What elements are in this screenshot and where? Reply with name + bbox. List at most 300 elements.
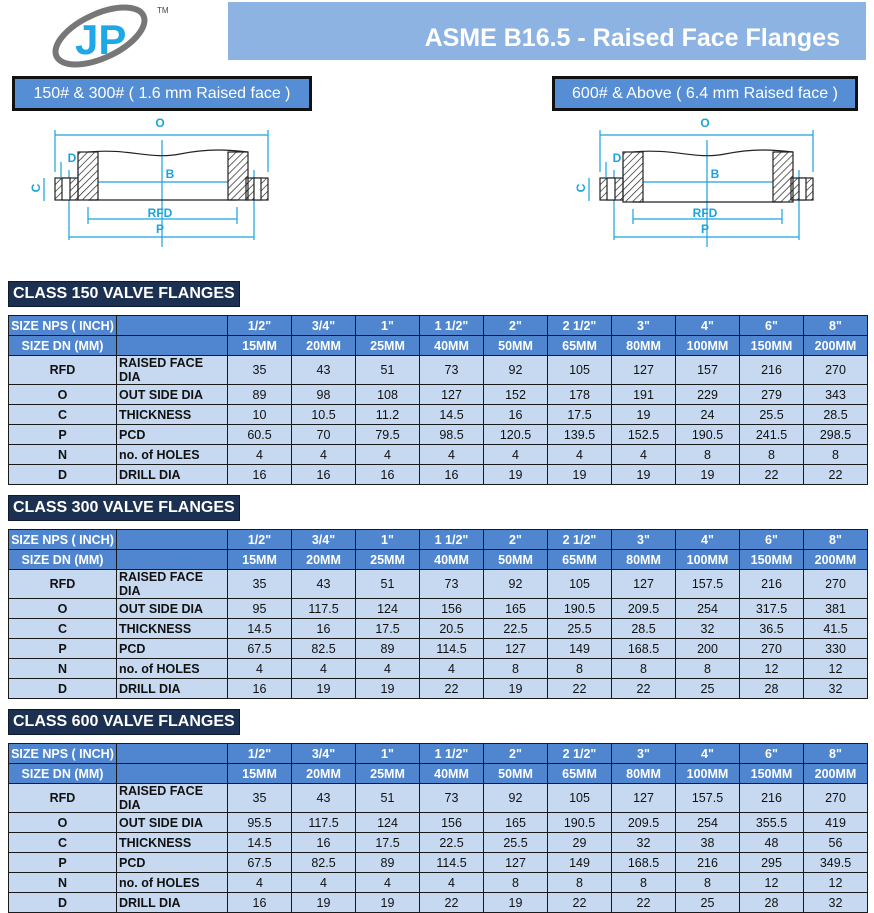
value-cell: 25.5 [548,619,612,639]
value-cell: 8 [484,873,548,893]
value-cell: 381 [804,599,868,619]
value-cell: 14.5 [228,833,292,853]
dn-label: SIZE DN (MM) [9,764,117,784]
value-cell: 127 [612,784,676,813]
value-cell: 20.5 [420,619,484,639]
value-cell: 28.5 [612,619,676,639]
value-cell: 19 [676,465,740,485]
nps-cell: 8" [804,530,868,550]
value-cell: 32 [676,619,740,639]
value-cell: 16 [228,465,292,485]
value-cell: 38 [676,833,740,853]
value-cell: 156 [420,599,484,619]
value-cell: 25 [676,893,740,913]
value-cell: 4 [420,659,484,679]
value-cell: 17.5 [356,619,420,639]
value-cell: 241.5 [740,425,804,445]
page-title: ASME B16.5 - Raised Face Flanges [424,24,840,52]
value-cell: 22 [740,465,804,485]
value-cell: 32 [804,893,868,913]
row-code: RFD [9,784,117,813]
value-cell: 190.5 [548,599,612,619]
row-code: P [9,853,117,873]
value-cell: 16 [292,465,356,485]
value-cell: 12 [740,873,804,893]
dn-cell: 40MM [420,550,484,570]
dn-cell: 50MM [484,764,548,784]
value-cell: 4 [356,659,420,679]
value-cell: 295 [740,853,804,873]
table-row [9,465,868,485]
value-cell: 24 [676,405,740,425]
nps-row [9,744,868,764]
dn-cell: 100MM [676,550,740,570]
table-row [9,893,868,913]
empty-cell [117,550,228,570]
value-cell: 8 [548,873,612,893]
table-row [9,619,868,639]
table-row [9,813,868,833]
value-cell: 28.5 [804,405,868,425]
value-cell: 48 [740,833,804,853]
value-cell: 270 [740,639,804,659]
nps-cell: 4" [676,744,740,764]
row-name: PCD [117,853,228,873]
value-cell: 4 [420,873,484,893]
value-cell: 73 [420,356,484,385]
value-cell: 22 [548,893,612,913]
value-cell: 270 [804,570,868,599]
nps-cell: 2" [484,744,548,764]
empty-cell [117,336,228,356]
value-cell: 8 [676,659,740,679]
nps-cell: 3" [612,530,676,550]
nps-row [9,316,868,336]
nps-cell: 3/4" [292,316,356,336]
dn-cell: 25MM [356,550,420,570]
dn-cell: 80MM [612,336,676,356]
value-cell: 298.5 [804,425,868,445]
value-cell: 157.5 [676,570,740,599]
nps-cell: 3/4" [292,744,356,764]
value-cell: 22 [420,679,484,699]
label-c: C [574,183,588,193]
value-cell: 16 [228,679,292,699]
value-cell: 14.5 [228,619,292,639]
value-cell: 22 [420,893,484,913]
value-cell: 73 [420,570,484,599]
label-p: P [155,222,165,236]
nps-cell: 8" [804,316,868,336]
nps-cell: 6" [740,316,804,336]
dn-cell: 50MM [484,336,548,356]
value-cell: 82.5 [292,853,356,873]
row-code: O [9,813,117,833]
row-code: P [9,425,117,445]
row-code: N [9,873,117,893]
row-code: N [9,445,117,465]
value-cell: 41.5 [804,619,868,639]
value-cell: 67.5 [228,853,292,873]
value-cell: 17.5 [548,405,612,425]
value-cell: 4 [292,659,356,679]
empty-cell [117,744,228,764]
value-cell: 35 [228,570,292,599]
value-cell: 82.5 [292,639,356,659]
value-cell: 127 [612,356,676,385]
row-name: no. of HOLES [117,659,228,679]
class-title: CLASS 150 VALVE FLANGES [8,281,240,307]
nps-cell: 1/2" [228,530,292,550]
value-cell: 29 [548,833,612,853]
value-cell: 19 [484,465,548,485]
value-cell: 157.5 [676,784,740,813]
value-cell: 165 [484,813,548,833]
value-cell: 4 [228,659,292,679]
row-code: RFD [9,356,117,385]
nps-cell: 2 1/2" [548,744,612,764]
row-name: RAISED FACE DIA [117,784,228,813]
label-o: O [700,116,710,130]
value-cell: 92 [484,784,548,813]
value-cell: 124 [356,813,420,833]
value-cell: 43 [292,570,356,599]
class-title: CLASS 300 VALVE FLANGES [8,495,240,521]
row-code: D [9,679,117,699]
value-cell: 4 [292,445,356,465]
table-row [9,679,868,699]
value-cell: 216 [740,570,804,599]
label-p: P [700,222,710,236]
value-cell: 270 [804,356,868,385]
value-cell: 8 [612,873,676,893]
value-cell: 127 [612,570,676,599]
value-cell: 209.5 [612,813,676,833]
value-cell: 279 [740,385,804,405]
value-cell: 16 [228,893,292,913]
table-row [9,570,868,599]
value-cell: 4 [228,873,292,893]
value-cell: 254 [676,813,740,833]
value-cell: 4 [484,445,548,465]
value-cell: 10.5 [292,405,356,425]
nps-cell: 2" [484,316,548,336]
dn-cell: 40MM [420,764,484,784]
value-cell: 8 [612,659,676,679]
value-cell: 95.5 [228,813,292,833]
table-row [9,833,868,853]
logo-text: JP [75,16,127,63]
empty-cell [117,530,228,550]
dn-cell: 15MM [228,336,292,356]
dn-cell: 150MM [740,764,804,784]
value-cell: 216 [740,356,804,385]
nps-row [9,530,868,550]
value-cell: 16 [292,833,356,853]
dn-cell: 25MM [356,336,420,356]
value-cell: 32 [612,833,676,853]
value-cell: 419 [804,813,868,833]
value-cell: 70 [292,425,356,445]
value-cell: 8 [676,445,740,465]
dn-cell: 200MM [804,764,868,784]
value-cell: 330 [804,639,868,659]
row-name: PCD [117,425,228,445]
value-cell: 25.5 [740,405,804,425]
value-cell: 343 [804,385,868,405]
value-cell: 51 [356,356,420,385]
table-row [9,853,868,873]
value-cell: 8 [740,445,804,465]
value-cell: 4 [356,873,420,893]
value-cell: 10 [228,405,292,425]
value-cell: 270 [804,784,868,813]
table-row [9,784,868,813]
nps-cell: 1 1/2" [420,316,484,336]
dn-cell: 65MM [548,764,612,784]
row-code: C [9,405,117,425]
value-cell: 95 [228,599,292,619]
nps-cell: 1 1/2" [420,530,484,550]
nps-cell: 4" [676,316,740,336]
dn-label: SIZE DN (MM) [9,336,117,356]
nps-cell: 1" [356,744,420,764]
value-cell: 19 [612,465,676,485]
label-b: B [710,167,720,181]
value-cell: 35 [228,356,292,385]
value-cell: 8 [676,873,740,893]
class-title: CLASS 600 VALVE FLANGES [8,709,240,735]
value-cell: 4 [292,873,356,893]
value-cell: 22.5 [484,619,548,639]
value-cell: 16 [356,465,420,485]
row-code: O [9,385,117,405]
nps-cell: 4" [676,530,740,550]
value-cell: 114.5 [420,853,484,873]
dn-row [9,550,868,570]
nps-cell: 1/2" [228,316,292,336]
value-cell: 8 [804,445,868,465]
nps-cell: 6" [740,530,804,550]
value-cell: 19 [292,679,356,699]
dn-cell: 40MM [420,336,484,356]
nps-label: SIZE NPS ( INCH) [9,316,117,336]
dn-cell: 80MM [612,550,676,570]
nps-cell: 6" [740,744,804,764]
value-cell: 19 [484,893,548,913]
value-cell: 105 [548,356,612,385]
value-cell: 11.2 [356,405,420,425]
flange-table [8,743,868,913]
value-cell: 25.5 [484,833,548,853]
dn-cell: 100MM [676,336,740,356]
value-cell: 157 [676,356,740,385]
value-cell: 51 [356,570,420,599]
row-name: no. of HOLES [117,445,228,465]
value-cell: 149 [548,853,612,873]
table-row [9,599,868,619]
value-cell: 22 [804,465,868,485]
row-name: DRILL DIA [117,679,228,699]
dn-cell: 20MM [292,764,356,784]
value-cell: 190.5 [548,813,612,833]
value-cell: 60.5 [228,425,292,445]
table-row [9,873,868,893]
nps-cell: 8" [804,744,868,764]
value-cell: 98 [292,385,356,405]
row-name: RAISED FACE DIA [117,356,228,385]
value-cell: 89 [228,385,292,405]
label-rfd: RFD [147,206,173,220]
value-cell: 22.5 [420,833,484,853]
empty-cell [117,764,228,784]
caption-150-300: 150# & 300# ( 1.6 mm Raised face ) [12,76,312,111]
value-cell: 355.5 [740,813,804,833]
nps-cell: 1 1/2" [420,744,484,764]
row-name: DRILL DIA [117,465,228,485]
value-cell: 92 [484,570,548,599]
value-cell: 127 [484,853,548,873]
jp-logo [45,4,169,64]
value-cell: 25 [676,679,740,699]
trademark: TM [157,6,169,15]
row-name: THICKNESS [117,405,228,425]
value-cell: 127 [484,639,548,659]
value-cell: 67.5 [228,639,292,659]
row-name: OUT SIDE DIA [117,599,228,619]
nps-cell: 2 1/2" [548,530,612,550]
value-cell: 14.5 [420,405,484,425]
value-cell: 168.5 [612,853,676,873]
row-code: C [9,833,117,853]
value-cell: 89 [356,639,420,659]
value-cell: 43 [292,784,356,813]
value-cell: 117.5 [292,599,356,619]
table-row [9,445,868,465]
value-cell: 190.5 [676,425,740,445]
dn-cell: 100MM [676,764,740,784]
value-cell: 191 [612,385,676,405]
dn-cell: 25MM [356,764,420,784]
table-row [9,385,868,405]
value-cell: 124 [356,599,420,619]
label-rfd: RFD [692,206,718,220]
row-code: RFD [9,570,117,599]
value-cell: 156 [420,813,484,833]
value-cell: 28 [740,893,804,913]
nps-cell: 1/2" [228,744,292,764]
value-cell: 51 [356,784,420,813]
value-cell: 32 [804,679,868,699]
dn-label: SIZE DN (MM) [9,550,117,570]
value-cell: 349.5 [804,853,868,873]
flange-table [8,529,868,699]
value-cell: 216 [740,784,804,813]
value-cell: 4 [612,445,676,465]
value-cell: 92 [484,356,548,385]
nps-cell: 3/4" [292,530,356,550]
nps-cell: 3" [612,316,676,336]
value-cell: 8 [484,659,548,679]
value-cell: 139.5 [548,425,612,445]
dn-cell: 20MM [292,336,356,356]
value-cell: 22 [612,893,676,913]
label-d: D [67,151,77,165]
value-cell: 168.5 [612,639,676,659]
value-cell: 19 [292,893,356,913]
caption-600-above: 600# & Above ( 6.4 mm Raised face ) [552,76,858,111]
value-cell: 200 [676,639,740,659]
row-name: RAISED FACE DIA [117,570,228,599]
row-code: O [9,599,117,619]
value-cell: 127 [420,385,484,405]
row-code: C [9,619,117,639]
flange-table [8,315,868,485]
value-cell: 165 [484,599,548,619]
value-cell: 19 [356,893,420,913]
row-name: OUT SIDE DIA [117,385,228,405]
value-cell: 254 [676,599,740,619]
value-cell: 4 [420,445,484,465]
value-cell: 89 [356,853,420,873]
table-row [9,425,868,445]
value-cell: 22 [612,679,676,699]
dn-row [9,336,868,356]
dn-cell: 200MM [804,336,868,356]
dn-cell: 150MM [740,336,804,356]
value-cell: 28 [740,679,804,699]
row-name: OUT SIDE DIA [117,813,228,833]
value-cell: 73 [420,784,484,813]
dn-row [9,764,868,784]
label-b: B [165,167,175,181]
row-name: THICKNESS [117,833,228,853]
title-banner [228,2,866,60]
value-cell: 114.5 [420,639,484,659]
value-cell: 105 [548,570,612,599]
dn-cell: 65MM [548,550,612,570]
value-cell: 36.5 [740,619,804,639]
value-cell: 4 [228,445,292,465]
value-cell: 117.5 [292,813,356,833]
value-cell: 216 [676,853,740,873]
value-cell: 12 [740,659,804,679]
value-cell: 12 [804,659,868,679]
value-cell: 229 [676,385,740,405]
value-cell: 16 [420,465,484,485]
value-cell: 19 [548,465,612,485]
value-cell: 19 [612,405,676,425]
nps-cell: 2 1/2" [548,316,612,336]
value-cell: 35 [228,784,292,813]
value-cell: 317.5 [740,599,804,619]
value-cell: 17.5 [356,833,420,853]
value-cell: 108 [356,385,420,405]
value-cell: 149 [548,639,612,659]
label-c: C [29,183,43,193]
value-cell: 22 [548,679,612,699]
row-code: P [9,639,117,659]
row-code: N [9,659,117,679]
row-name: no. of HOLES [117,873,228,893]
label-o: O [155,116,165,130]
table-row [9,356,868,385]
dn-cell: 80MM [612,764,676,784]
row-code: D [9,465,117,485]
value-cell: 16 [484,405,548,425]
value-cell: 12 [804,873,868,893]
nps-label: SIZE NPS ( INCH) [9,744,117,764]
